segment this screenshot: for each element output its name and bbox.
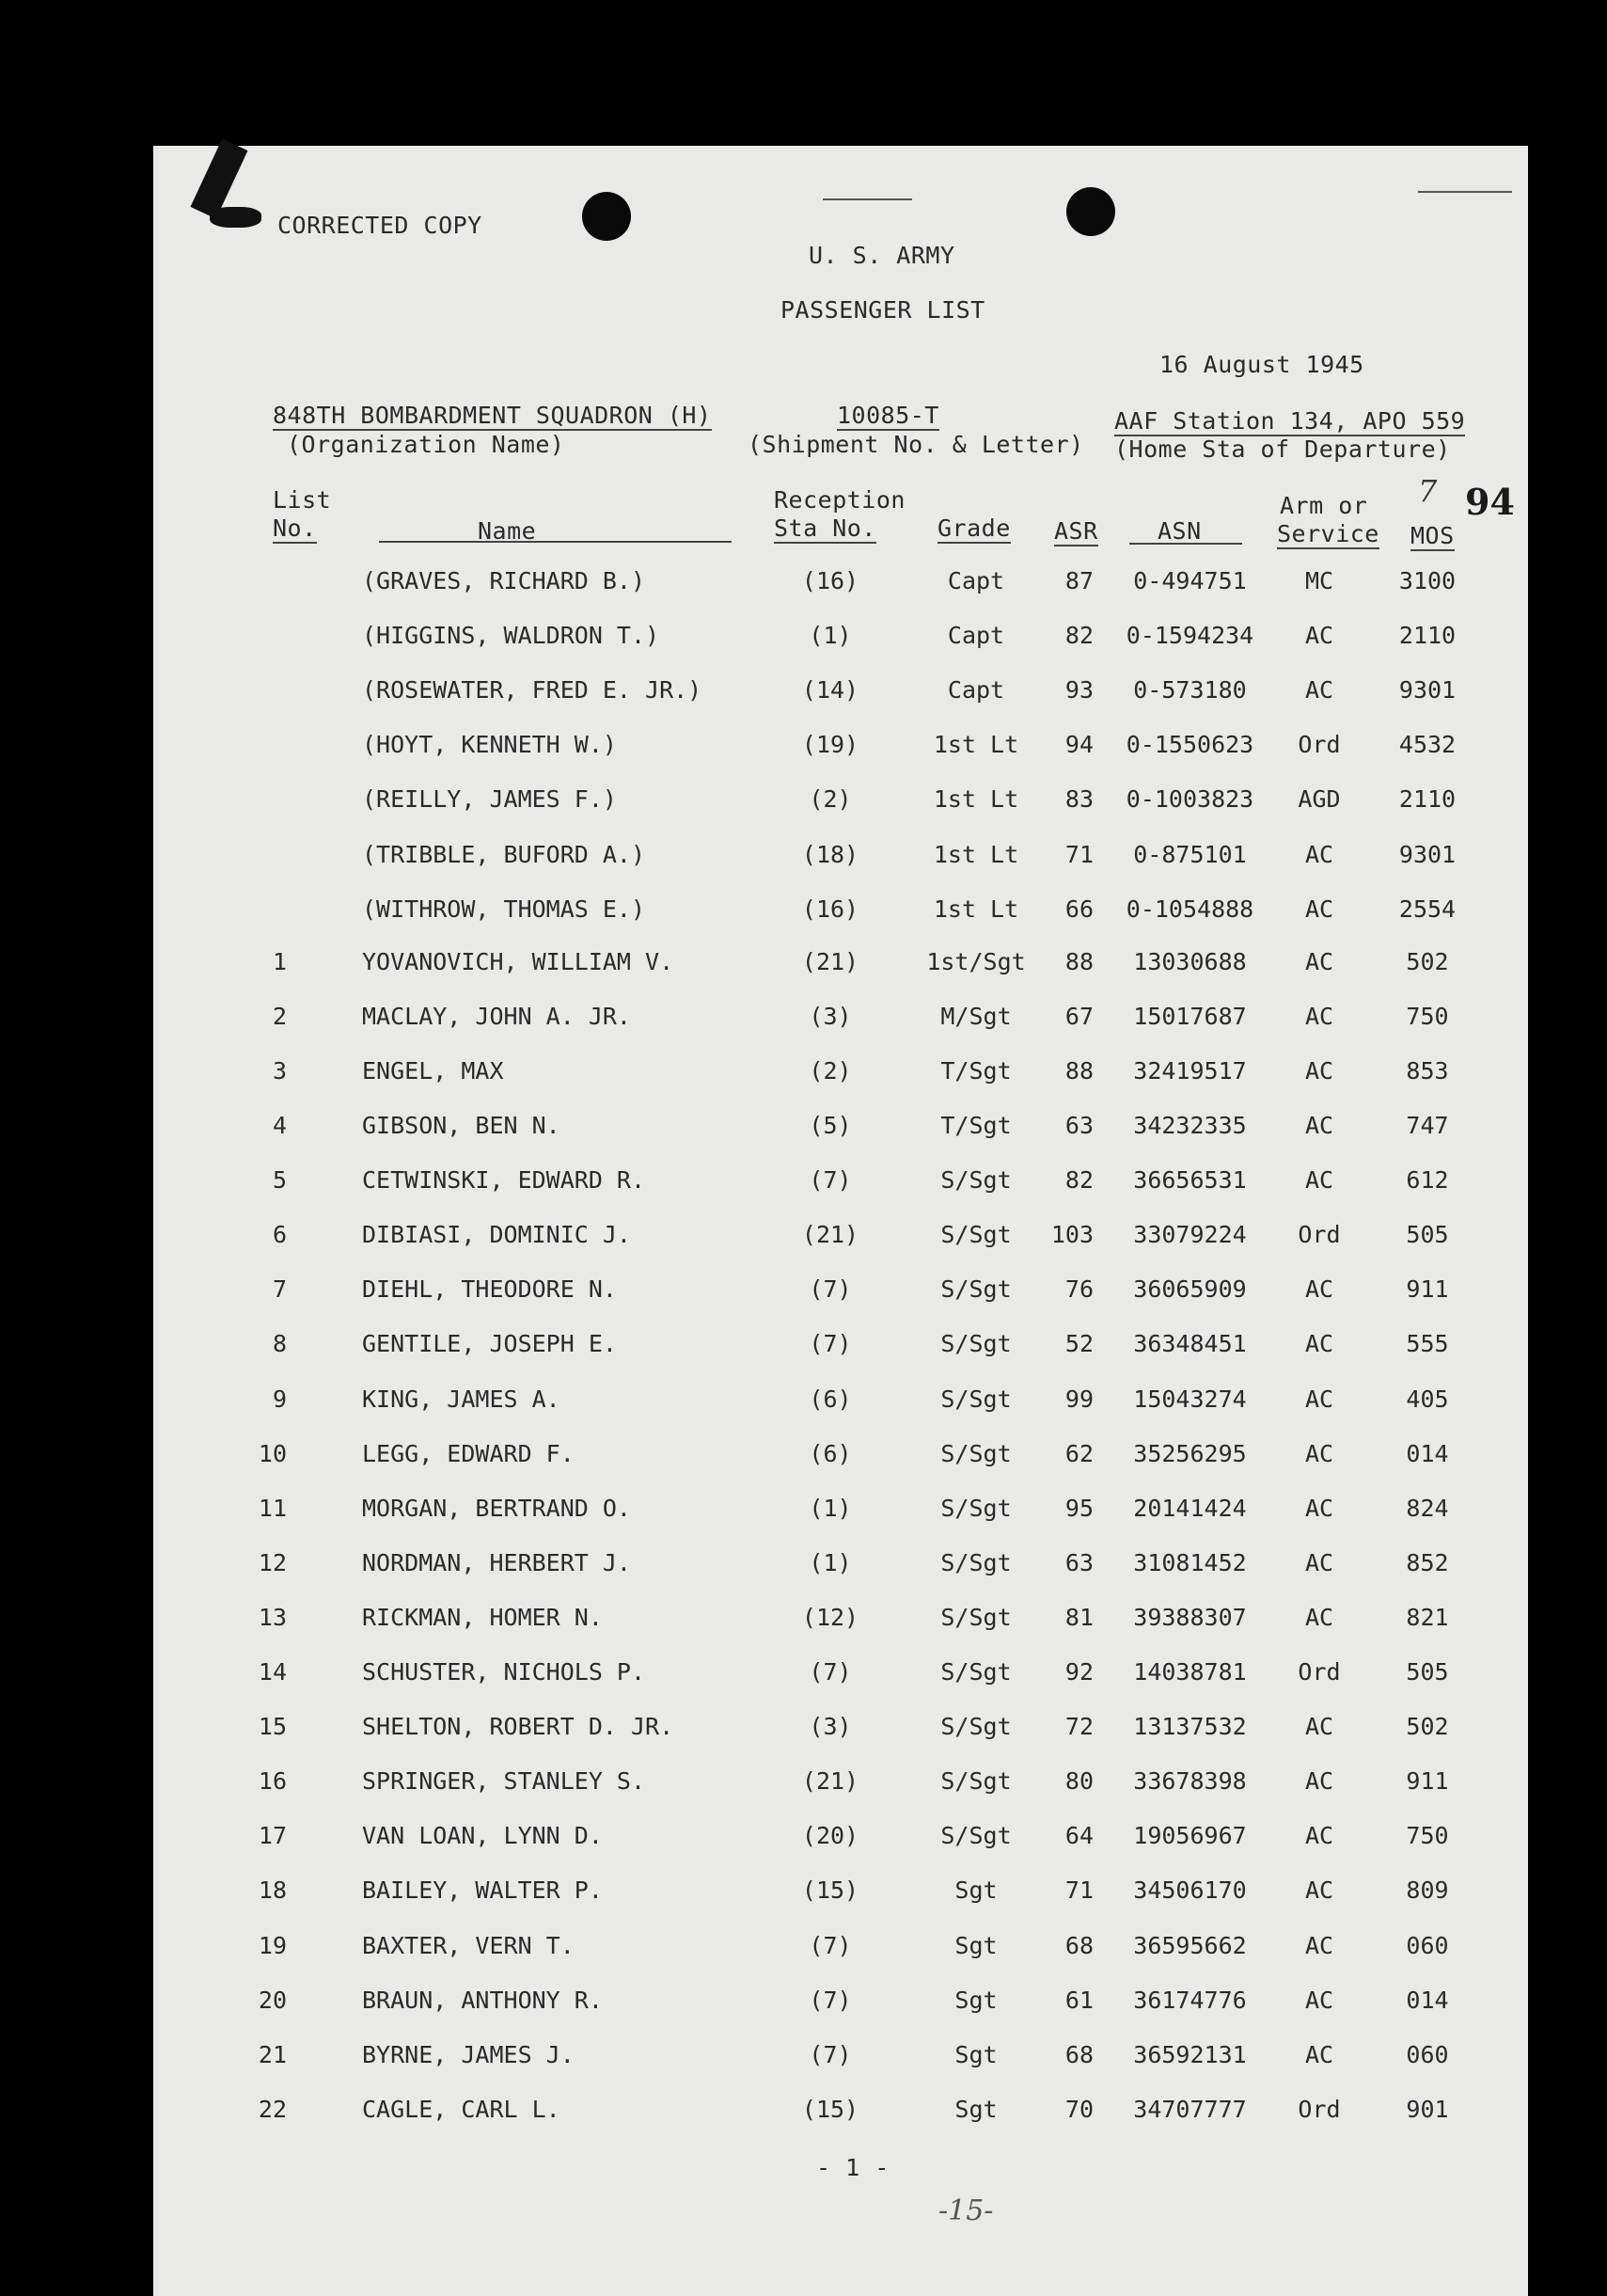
- row-grade: S/Sgt: [940, 1166, 1012, 1195]
- row-mos: 901: [1406, 2095, 1449, 2123]
- row-arm: Ord: [1298, 2095, 1341, 2123]
- row-arm: AC: [1304, 1494, 1334, 1522]
- table-row: [153, 1057, 1528, 1095]
- row-arm: Ord: [1298, 1658, 1341, 1686]
- row-list-no: 13: [258, 1603, 287, 1631]
- row-reception-sta: (7): [809, 1166, 852, 1195]
- row-grade: S/Sgt: [940, 1275, 1012, 1304]
- row-grade: S/Sgt: [940, 1713, 1012, 1741]
- row-asr: 81: [1064, 1603, 1094, 1631]
- row-asn: 14038781: [1133, 1658, 1247, 1686]
- row-list-no: 18: [258, 1876, 287, 1905]
- row-asn: 36174776: [1133, 1986, 1247, 2014]
- row-name: DIEHL, THEODORE N.: [362, 1275, 617, 1304]
- row-mos: 750: [1406, 1822, 1449, 1850]
- row-grade: S/Sgt: [940, 1658, 1012, 1686]
- row-grade: S/Sgt: [940, 1439, 1012, 1467]
- row-reception-sta: (18): [801, 840, 859, 868]
- row-asn: 0-1594234: [1126, 622, 1254, 650]
- table-row: [153, 841, 1528, 879]
- row-list-no: 6: [272, 1221, 287, 1249]
- row-arm: AC: [1304, 1931, 1334, 1959]
- row-arm: AC: [1304, 840, 1334, 868]
- row-reception-sta: (3): [809, 1002, 852, 1030]
- row-name: SCHUSTER, NICHOLS P.: [362, 1658, 646, 1686]
- row-arm: AC: [1304, 1330, 1334, 1358]
- passenger-list-title: PASSENGER LIST: [780, 296, 985, 324]
- handwritten-mark: 7: [1418, 473, 1438, 509]
- row-name: BAILEY, WALTER P.: [362, 1876, 603, 1905]
- army-heading: U. S. ARMY: [809, 242, 955, 269]
- corrected-copy-label: CORRECTED COPY: [277, 212, 482, 239]
- row-name: KING, JAMES A.: [362, 1385, 560, 1413]
- row-mos: 612: [1406, 1166, 1449, 1195]
- row-asn: 13137532: [1133, 1713, 1247, 1741]
- row-mos: 852: [1406, 1548, 1449, 1576]
- home-station-label: (Home Sta of Departure): [1114, 435, 1451, 463]
- row-asr: 70: [1064, 2095, 1094, 2123]
- row-list-no: 1: [272, 947, 287, 975]
- row-list-no: 12: [258, 1548, 287, 1576]
- row-arm: AC: [1304, 1056, 1334, 1085]
- col-asn: ASN: [1158, 517, 1202, 545]
- row-name: (HIGGINS, WALDRON T.): [362, 622, 660, 650]
- row-grade: 1st Lt: [933, 785, 1019, 814]
- row-arm: AC: [1304, 1439, 1334, 1467]
- row-asr: 68: [1064, 1931, 1094, 1959]
- row-reception-sta: (12): [801, 1603, 859, 1631]
- row-list-no: 3: [272, 1056, 287, 1085]
- table-row: [153, 1987, 1528, 2024]
- list-date: 16 August 1945: [1159, 351, 1364, 378]
- row-mos: 9301: [1398, 840, 1457, 868]
- row-list-no: 16: [258, 1767, 287, 1796]
- table-row: [153, 1767, 1528, 1805]
- row-mos: 2110: [1398, 622, 1457, 650]
- col-list-no-line2: No.: [273, 515, 317, 542]
- row-mos: 060: [1406, 2040, 1449, 2068]
- row-name: MACLAY, JOHN A. JR.: [362, 1002, 631, 1030]
- row-arm: AC: [1304, 2040, 1334, 2068]
- row-mos: 2110: [1398, 785, 1457, 814]
- row-reception-sta: (1): [809, 1548, 852, 1576]
- top-dash-right: [1418, 191, 1512, 193]
- row-name: YOVANOVICH, WILLIAM V.: [362, 947, 674, 975]
- row-name: BYRNE, JAMES J.: [362, 2040, 575, 2068]
- table-row: [153, 1604, 1528, 1641]
- row-asn: 39388307: [1133, 1603, 1247, 1631]
- row-asr: 63: [1064, 1548, 1094, 1576]
- row-reception-sta: (7): [809, 1275, 852, 1304]
- row-list-no: 14: [258, 1658, 287, 1686]
- table-row: [153, 622, 1528, 659]
- row-arm: AC: [1304, 676, 1334, 705]
- row-asn: 36065909: [1133, 1275, 1247, 1304]
- table-row: [153, 1386, 1528, 1423]
- shipment-number: 10085-T: [837, 402, 939, 429]
- row-name: BAXTER, VERN T.: [362, 1931, 575, 1959]
- row-asr: 92: [1064, 1658, 1094, 1686]
- punch-hole-left: [582, 192, 631, 241]
- col-list-no-line1: List: [273, 486, 332, 514]
- row-reception-sta: (2): [809, 1056, 852, 1085]
- row-reception-sta: (16): [801, 895, 859, 923]
- row-grade: Sgt: [954, 2095, 998, 2123]
- table-row: [153, 1275, 1528, 1313]
- row-list-no: 20: [258, 1986, 287, 2014]
- row-asr: 94: [1064, 731, 1094, 759]
- row-list-no: 9: [272, 1385, 287, 1413]
- col-name: Name: [478, 517, 537, 545]
- row-asr: 52: [1064, 1330, 1094, 1358]
- row-name: (TRIBBLE, BUFORD A.): [362, 840, 646, 868]
- shipment-label: (Shipment No. & Letter): [748, 431, 1084, 458]
- row-grade: S/Sgt: [940, 1822, 1012, 1850]
- row-reception-sta: (1): [809, 622, 852, 650]
- row-arm: Ord: [1298, 1221, 1341, 1249]
- row-list-no: 22: [258, 2095, 287, 2123]
- table-row: [153, 948, 1528, 986]
- row-list-no: 5: [272, 1166, 287, 1195]
- row-asr: 66: [1064, 895, 1094, 923]
- row-asn: 35256295: [1133, 1439, 1247, 1467]
- row-reception-sta: (6): [809, 1439, 852, 1467]
- row-name: LEGG, EDWARD F.: [362, 1439, 575, 1467]
- row-asn: 34707777: [1133, 2095, 1247, 2123]
- col-reception-line2: Sta No.: [774, 515, 876, 542]
- row-asr: 63: [1064, 1112, 1094, 1139]
- row-asr: 72: [1064, 1713, 1094, 1741]
- row-arm: AC: [1304, 1385, 1334, 1413]
- row-name: (WITHROW, THOMAS E.): [362, 895, 646, 923]
- row-reception-sta: (7): [809, 1986, 852, 2014]
- row-mos: 911: [1406, 1275, 1449, 1304]
- row-asr: 82: [1064, 622, 1094, 650]
- row-asn: 0-494751: [1133, 567, 1247, 594]
- row-asr: 87: [1064, 567, 1094, 594]
- row-mos: 821: [1406, 1603, 1449, 1631]
- row-asn: 36592131: [1133, 2040, 1247, 2068]
- row-reception-sta: (5): [809, 1112, 852, 1139]
- row-asn: 20141424: [1133, 1494, 1247, 1522]
- table-row: [153, 1221, 1528, 1259]
- table-row: [153, 895, 1528, 933]
- row-asn: 15017687: [1133, 1002, 1247, 1030]
- row-mos: 9301: [1398, 676, 1457, 705]
- row-list-no: 7: [272, 1275, 287, 1304]
- row-mos: 4532: [1398, 731, 1457, 759]
- row-reception-sta: (14): [801, 676, 859, 705]
- row-list-no: 19: [258, 1931, 287, 1959]
- row-asr: 95: [1064, 1494, 1094, 1522]
- document-page: [153, 146, 1528, 2296]
- row-arm: AC: [1304, 1112, 1334, 1139]
- row-reception-sta: (20): [801, 1822, 859, 1850]
- row-name: MORGAN, BERTRAND O.: [362, 1494, 631, 1522]
- row-mos: 911: [1406, 1767, 1449, 1796]
- row-arm: AC: [1304, 1002, 1334, 1030]
- row-reception-sta: (21): [801, 947, 859, 975]
- row-name: (REILLY, JAMES F.): [362, 785, 617, 814]
- row-asn: 34232335: [1133, 1112, 1247, 1139]
- row-asn: 33678398: [1133, 1767, 1247, 1796]
- table-row: [153, 1876, 1528, 1914]
- row-arm: AGD: [1298, 785, 1341, 814]
- row-grade: 1st/Sgt: [926, 947, 1026, 975]
- table-row: [153, 1330, 1528, 1368]
- row-arm: AC: [1304, 947, 1334, 975]
- row-asr: 62: [1064, 1439, 1094, 1467]
- row-name: GIBSON, BEN N.: [362, 1112, 560, 1139]
- row-name: VAN LOAN, LYNN D.: [362, 1822, 603, 1850]
- table-row: [153, 1658, 1528, 1696]
- row-name: SHELTON, ROBERT D. JR.: [362, 1713, 674, 1741]
- row-mos: 555: [1406, 1330, 1449, 1358]
- col-arm-line2: Service: [1277, 520, 1379, 547]
- row-asr: 61: [1064, 1986, 1094, 2014]
- row-asn: 0-573180: [1133, 676, 1247, 705]
- table-row: [153, 676, 1528, 714]
- row-asr: 71: [1064, 840, 1094, 868]
- row-name: DIBIASI, DOMINIC J.: [362, 1221, 631, 1249]
- row-grade: S/Sgt: [940, 1385, 1012, 1413]
- table-row: [153, 567, 1528, 605]
- row-list-no: 10: [258, 1439, 287, 1467]
- home-station: AAF Station 134, APO 559: [1114, 407, 1466, 435]
- row-list-no: 17: [258, 1822, 287, 1850]
- row-grade: Capt: [947, 622, 1005, 650]
- row-asn: 36348451: [1133, 1330, 1247, 1358]
- row-grade: Capt: [947, 676, 1005, 705]
- table-row: [153, 2041, 1528, 2079]
- row-arm: AC: [1304, 1166, 1334, 1195]
- row-mos: 809: [1406, 1876, 1449, 1905]
- row-mos: 824: [1406, 1494, 1449, 1522]
- row-arm: AC: [1304, 1713, 1334, 1741]
- row-asn: 0-1003823: [1126, 785, 1254, 814]
- row-grade: T/Sgt: [940, 1056, 1012, 1085]
- row-mos: 505: [1406, 1221, 1449, 1249]
- row-arm: AC: [1304, 895, 1334, 923]
- page-stamp: 94: [1465, 481, 1515, 523]
- row-arm: AC: [1304, 1603, 1334, 1631]
- row-name: RICKMAN, HOMER N.: [362, 1603, 603, 1631]
- row-reception-sta: (7): [809, 2040, 852, 2068]
- row-mos: 747: [1406, 1112, 1449, 1139]
- row-asn: 36656531: [1133, 1166, 1247, 1195]
- row-grade: S/Sgt: [940, 1767, 1012, 1796]
- table-row: [153, 1932, 1528, 1970]
- row-reception-sta: (6): [809, 1385, 852, 1413]
- row-asr: 83: [1064, 785, 1094, 814]
- row-mos: 502: [1406, 947, 1449, 975]
- row-asr: 64: [1064, 1822, 1094, 1850]
- row-mos: 750: [1406, 1002, 1449, 1030]
- row-asr: 68: [1064, 2040, 1094, 2068]
- row-asn: 15043274: [1133, 1385, 1247, 1413]
- row-asn: 31081452: [1133, 1548, 1247, 1576]
- row-arm: AC: [1304, 1275, 1334, 1304]
- row-name: (HOYT, KENNETH W.): [362, 731, 617, 759]
- row-grade: Sgt: [954, 1986, 998, 2014]
- row-mos: 2554: [1398, 895, 1457, 923]
- row-reception-sta: (19): [801, 731, 859, 759]
- row-grade: 1st Lt: [933, 895, 1019, 923]
- row-list-no: 8: [272, 1330, 287, 1358]
- table-row: [153, 2096, 1528, 2133]
- row-grade: Capt: [947, 567, 1005, 594]
- row-name: GENTILE, JOSEPH E.: [362, 1330, 617, 1358]
- row-list-no: 4: [272, 1112, 287, 1139]
- table-row: [153, 731, 1528, 768]
- table-row: [153, 1713, 1528, 1750]
- row-grade: Sgt: [954, 1931, 998, 1959]
- row-arm: AC: [1304, 622, 1334, 650]
- row-mos: 060: [1406, 1931, 1449, 1959]
- row-asr: 82: [1064, 1166, 1094, 1195]
- row-arm: AC: [1304, 1548, 1334, 1576]
- row-mos: 014: [1406, 1439, 1449, 1467]
- row-list-no: 15: [258, 1713, 287, 1741]
- row-asn: 0-1550623: [1126, 731, 1254, 759]
- row-arm: Ord: [1298, 731, 1341, 759]
- row-reception-sta: (7): [809, 1931, 852, 1959]
- row-asr: 93: [1064, 676, 1094, 705]
- row-reception-sta: (15): [801, 2095, 859, 2123]
- row-name: (ROSEWATER, FRED E. JR.): [362, 676, 702, 705]
- row-reception-sta: (7): [809, 1330, 852, 1358]
- row-reception-sta: (16): [801, 567, 859, 594]
- row-grade: S/Sgt: [940, 1603, 1012, 1631]
- row-arm: AC: [1304, 1822, 1334, 1850]
- table-row: [153, 1549, 1528, 1587]
- row-mos: 853: [1406, 1056, 1449, 1085]
- col-name-underline: [379, 541, 732, 543]
- row-list-no: 21: [258, 2040, 287, 2068]
- col-arm-line1: Arm or: [1280, 492, 1368, 519]
- col-reception-line1: Reception: [774, 486, 906, 514]
- organization-name: 848TH BOMBARDMENT SQUADRON (H): [273, 402, 712, 429]
- table-row: [153, 1822, 1528, 1860]
- row-asr: 76: [1064, 1275, 1094, 1304]
- row-mos: 405: [1406, 1385, 1449, 1413]
- handwritten-page-note: -15-: [938, 2194, 994, 2227]
- row-asn: 34506170: [1133, 1876, 1247, 1905]
- row-name: CAGLE, CARL L.: [362, 2095, 560, 2123]
- row-grade: S/Sgt: [940, 1494, 1012, 1522]
- col-mos: MOS: [1410, 522, 1455, 549]
- row-grade: S/Sgt: [940, 1330, 1012, 1358]
- top-dash-center: [823, 198, 912, 200]
- row-name: CETWINSKI, EDWARD R.: [362, 1166, 646, 1195]
- row-grade: Sgt: [954, 2040, 998, 2068]
- table-row: [153, 1112, 1528, 1149]
- row-name: SPRINGER, STANLEY S.: [362, 1767, 646, 1796]
- row-asn: 0-875101: [1133, 840, 1247, 868]
- row-asr: 80: [1064, 1767, 1094, 1796]
- row-asr: 103: [1050, 1221, 1094, 1249]
- row-arm: MC: [1304, 567, 1334, 594]
- row-arm: AC: [1304, 1986, 1334, 2014]
- table-row: [153, 1440, 1528, 1478]
- row-asr: 88: [1064, 1056, 1094, 1085]
- page-number: - 1 -: [816, 2154, 890, 2181]
- row-reception-sta: (7): [809, 1658, 852, 1686]
- row-asn: 19056967: [1133, 1822, 1247, 1850]
- row-grade: T/Sgt: [940, 1112, 1012, 1139]
- col-asn-underline: [1129, 543, 1242, 545]
- row-reception-sta: (21): [801, 1767, 859, 1796]
- table-row: [153, 785, 1528, 823]
- table-row: [153, 1495, 1528, 1532]
- row-reception-sta: (2): [809, 785, 852, 814]
- row-asr: 71: [1064, 1876, 1094, 1905]
- row-grade: 1st Lt: [933, 731, 1019, 759]
- row-grade: S/Sgt: [940, 1221, 1012, 1249]
- row-asn: 33079224: [1133, 1221, 1247, 1249]
- organization-label: (Organization Name): [287, 431, 565, 458]
- row-grade: M/Sgt: [940, 1002, 1012, 1030]
- row-mos: 505: [1406, 1658, 1449, 1686]
- ink-blot-2: [210, 207, 261, 228]
- row-reception-sta: (3): [809, 1713, 852, 1741]
- table-row: [153, 1166, 1528, 1204]
- row-reception-sta: (15): [801, 1876, 859, 1905]
- row-arm: AC: [1304, 1876, 1334, 1905]
- row-grade: S/Sgt: [940, 1548, 1012, 1576]
- row-reception-sta: (21): [801, 1221, 859, 1249]
- row-list-no: 11: [258, 1494, 287, 1522]
- row-name: (GRAVES, RICHARD B.): [362, 567, 646, 594]
- row-name: NORDMAN, HERBERT J.: [362, 1548, 631, 1576]
- col-asr: ASR: [1054, 517, 1098, 545]
- row-mos: 502: [1406, 1713, 1449, 1741]
- row-mos: 3100: [1398, 567, 1457, 594]
- row-grade: Sgt: [954, 1876, 998, 1905]
- table-row: [153, 1003, 1528, 1040]
- row-asr: 88: [1064, 947, 1094, 975]
- row-arm: AC: [1304, 1767, 1334, 1796]
- row-asn: 36595662: [1133, 1931, 1247, 1959]
- row-reception-sta: (1): [809, 1494, 852, 1522]
- row-asn: 13030688: [1133, 947, 1247, 975]
- row-grade: 1st Lt: [933, 840, 1019, 868]
- col-grade: Grade: [937, 515, 1011, 542]
- row-name: ENGEL, MAX: [362, 1056, 504, 1085]
- punch-hole-right: [1066, 187, 1115, 236]
- row-mos: 014: [1406, 1986, 1449, 2014]
- row-asn: 0-1054888: [1126, 895, 1254, 923]
- row-asr: 99: [1064, 1385, 1094, 1413]
- row-list-no: 2: [272, 1002, 287, 1030]
- row-name: BRAUN, ANTHONY R.: [362, 1986, 603, 2014]
- row-asn: 32419517: [1133, 1056, 1247, 1085]
- row-asr: 67: [1064, 1002, 1094, 1030]
